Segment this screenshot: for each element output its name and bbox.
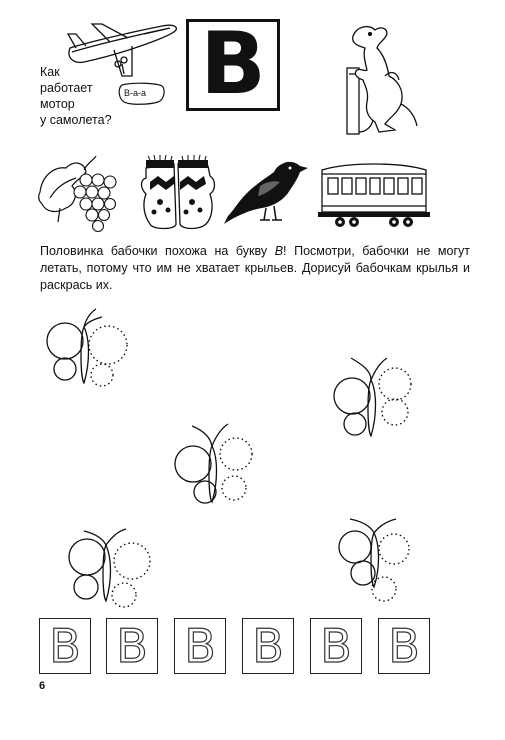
instruction-letter: В <box>274 244 284 258</box>
engine-question <box>40 64 130 128</box>
instruction-start: Половинка бабочки похожа на букву <box>40 244 275 258</box>
camel-icon <box>335 20 425 138</box>
tracing-letter: B <box>184 619 216 673</box>
tracing-tile[interactable] <box>174 618 226 674</box>
question-line: работает <box>40 81 93 95</box>
tracing-tile[interactable] <box>39 618 91 674</box>
page-number: 6 <box>39 680 46 692</box>
tracing-tile[interactable] <box>242 618 294 674</box>
tracing-tile[interactable] <box>106 618 158 674</box>
bubble-text: B-a-a <box>124 88 147 98</box>
big-letter: B <box>200 14 266 114</box>
sound-bubble <box>118 82 166 106</box>
butterfly-outline[interactable] <box>62 525 162 617</box>
tracing-letter: B <box>116 619 148 673</box>
question-line: мотор <box>40 97 75 111</box>
railway-car-icon <box>318 160 430 230</box>
tracing-tile[interactable] <box>310 618 362 674</box>
question-line: у самолета? <box>40 113 112 127</box>
question-line: Как <box>40 65 60 79</box>
mittens-icon <box>140 150 216 232</box>
tracing-letter: B <box>252 619 284 673</box>
grapes-icon <box>36 152 122 234</box>
instruction-text <box>40 243 470 294</box>
tracing-tile[interactable] <box>378 618 430 674</box>
tracing-letter: B <box>388 619 420 673</box>
crow-icon <box>220 156 310 228</box>
butterfly-outline[interactable] <box>325 348 425 442</box>
tracing-letter: B <box>320 619 352 673</box>
instruction-end: ! Посмотри, бабочки не могут летать, потому что им не хватает крыльев. Дорисуй бабочкам крылья и раскрась их. <box>40 244 470 292</box>
butterfly-outline[interactable] <box>168 420 268 514</box>
letter-frame <box>186 14 280 114</box>
tracing-letter: B <box>49 619 81 673</box>
butterfly-outline[interactable] <box>38 305 138 395</box>
butterfly-outline[interactable] <box>330 515 430 607</box>
